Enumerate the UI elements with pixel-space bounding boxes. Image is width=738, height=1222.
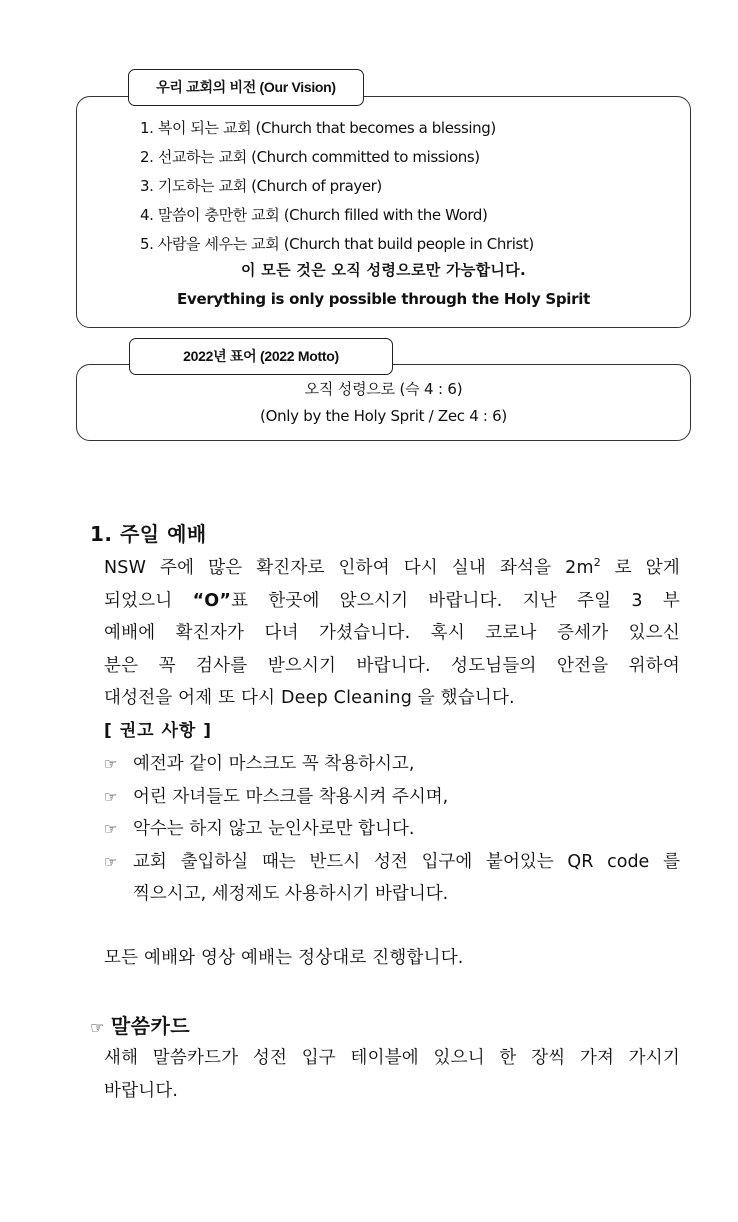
paragraph-line: 대성전을 어제 또 다시 Deep Cleaning 을 했습니다. [104, 688, 515, 708]
motto-korean: 오직 성령으로 (슥 4 : 6) [304, 380, 463, 398]
pointing-hand-icon: ☞ [104, 820, 118, 838]
recommendation-item [104, 846, 680, 911]
recommendation-text: 찍으시고, 세정제도 사용하시기 바랍니다. [133, 884, 449, 904]
word-card-paragraph [104, 1042, 680, 1107]
paragraph-line: 바랍니다. [104, 1080, 179, 1101]
word-card-heading [90, 1010, 190, 1039]
line-text: 로 앉게 [600, 558, 680, 578]
vision-item: 3. 기도하는 교회 (Church of prayer) [140, 177, 382, 195]
vision-item: 2. 선교하는 교회 (Church committed to missions) [140, 148, 480, 166]
normal-service-notice: 모든 예배와 영상 예배는 정상대로 진행합니다. [104, 948, 464, 968]
line-text: 표 한곳에 앉으시기 바랍니다. 지난 주일 3 부 [231, 590, 680, 611]
recommendations-heading: [ 권고 사항 ] [104, 721, 212, 741]
paragraph-line: 예배에 확진자가 다녀 가셨습니다. 혹시 코로나 증세가 있으신 [104, 623, 680, 643]
worship-paragraph [104, 552, 680, 715]
recommendation-text: 예전과 같이 마스크도 꼭 착용하시고, [133, 754, 415, 774]
vision-list [140, 114, 534, 259]
vision-tab-label: 우리 교회의 비전 (Our Vision) [128, 69, 364, 106]
line-text: NSW 주에 많은 확진자로 인하여 다시 실내 좌석을 2m [104, 558, 594, 578]
vision-item: 5. 사람을 세우는 교회 (Church that build people in Christ) [140, 235, 534, 253]
motto-english: (Only by the Holy Sprit / Zec 4 : 6) [260, 407, 507, 425]
motto-tab-label: 2022년 표어 (2022 Motto) [129, 338, 393, 375]
recommendation-text: 교회 출입하실 때는 반드시 성전 입구에 붙어있는 QR code 를 [133, 851, 680, 872]
pointing-hand-icon: ☞ [90, 1018, 105, 1037]
vision-summary-korean: 이 모든 것은 오직 성령으로만 가능합니다. [240, 261, 527, 279]
pointing-hand-icon: ☞ [104, 852, 118, 871]
word-card-title: 말씀카드 [110, 1014, 191, 1038]
recommendation-item [104, 813, 680, 846]
paragraph-line [104, 552, 680, 585]
pointing-hand-icon: ☞ [104, 755, 118, 773]
recommendations-list [104, 748, 680, 911]
paragraph-line: 새해 말씀카드가 성전 입구 테이블에 있으니 한 장씩 가져 가시기 [104, 1048, 680, 1068]
pointing-hand-icon: ☞ [104, 787, 118, 806]
worship-heading: 1. 주일 예배 [90, 522, 207, 546]
vision-item: 1. 복이 되는 교회 (Church that becomes a blessing) [140, 119, 496, 137]
recommendation-item [104, 781, 680, 814]
recommendation-text: 어린 자녀들도 마스크를 착용시켜 주시며, [133, 786, 449, 807]
superscript: 2 [593, 556, 601, 570]
vision-item: 4. 말씀이 충만한 교회 (Church filled with the Word) [140, 206, 488, 224]
paragraph-line: 분은 꼭 검사를 받으시기 바랍니다. 성도님들의 안전을 위하여 [104, 655, 680, 676]
bold-mark: “O” [192, 590, 232, 611]
line-text: 되었으니 [104, 590, 193, 611]
vision-summary-english: Everything is only possible through the Holy Spirit [177, 290, 590, 308]
paragraph-line [104, 585, 680, 618]
recommendation-item [104, 748, 680, 781]
recommendation-text: 악수는 하지 않고 눈인사로만 합니다. [133, 819, 415, 839]
